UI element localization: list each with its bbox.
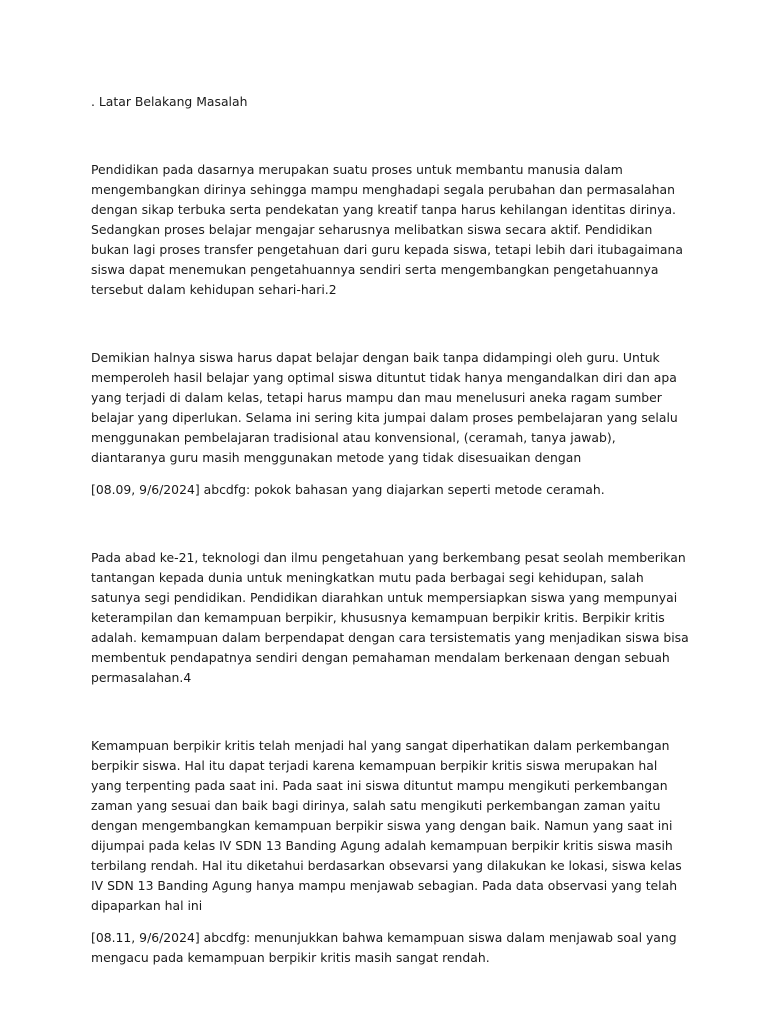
paragraph-2: Demikian halnya siswa harus dapat belajar dengan baik tanpa didampingi oleh guru. Untuk memperoleh hasil belajar yang optimal siswa dituntut tidak hanya mengandalkan diri dan apa yang terjadi di dalam kelas, tetapi harus mampu dan mau menelusuri aneka ragam sumber belajar yang diperlukan. Selama ini sering kita jumpai dalam proses pembelajaran yang selalu menggunakan pembelajaran tradisional atau konvensional, (ceramah, tanya jawab), diantaranya guru masih menggunakan metode yang tidak disesuaikan dengan	[91, 350, 678, 465]
paragraph-1: Pendidikan pada dasarnya merupakan suatu proses untuk membantu manusia dalam mengembangkan dirinya sehingga mampu menghadapi segala perubahan dan permasalahan dengan sikap terbuka serta pendekatan yang kreatif tanpa harus kehilangan identitas dirinya. Sedangkan proses belajar mengajar seharusnya melibatkan siswa secara aktif. Pendidikan bukan lagi proses transfer pengetahuan dari guru kepada siswa, tetapi lebih dari itubagaimana siswa dapat menemukan pengetahuannya sendiri serta mengembangkan pengetahuannya tersebut dalam kehidupan sehari-hari.2	[91, 162, 683, 297]
paragraph-3: [08.09, 9/6/2024] abcdfg: pokok bahasan yang diajarkan seperti metode ceramah.	[91, 482, 605, 497]
section-heading: . Latar Belakang Masalah	[91, 94, 248, 109]
paragraph-6: [08.11, 9/6/2024] abcdfg: menunjukkan bahwa kemampuan siswa dalam menjawab soal yang mengacu pada kemampuan berpikir kritis masih sangat rendah.	[91, 930, 677, 965]
paragraph-5: Kemampuan berpikir kritis telah menjadi hal yang sangat diperhatikan dalam perkembangan berpikir siswa. Hal itu dapat terjadi karena kemampuan berpikir kritis siswa merupakan hal yang terpenting pada saat ini. Pada saat ini siswa dituntut mampu mengikuti perkembangan zaman yang sesuai dan baik bagi dirinya, salah satu mengikuti perkembangan zaman yaitu dengan mengembangkan kemampuan berpikir siswa yang dengan baik. Namun yang saat ini dijumpai pada kelas IV SDN 13 Banding Agung adalah kemampuan berpikir kritis siswa masih terbilang rendah. Hal itu diketahui berdasarkan obsevarsi yang dilakukan ke lokasi, siswa kelas IV SDN 13 Banding Agung hanya mampu menjawab sebagian. Pada data observasi yang telah dipaparkan hal ini	[91, 738, 682, 913]
paragraph-4: Pada abad ke-21, teknologi dan ilmu pengetahuan yang berkembang pesat seolah memberikan tantangan kepada dunia untuk meningkatkan mutu pada berbagai segi kehidupan, salah satunya segi pendidikan. Pendidikan diarahkan untuk mempersiapkan siswa yang mempunyai keterampilan dan kemampuan berpikir, khususnya kemampuan berpikir kritis. Berpikir kritis adalah. kemampuan dalam berpendapat dengan cara tersistematis yang menjadikan siswa bisa membentuk pendapatnya sendiri dengan pemahaman mendalam berkenaan dengan sebuah permasalahan.4	[91, 550, 689, 685]
document-body	[91, 92, 691, 968]
